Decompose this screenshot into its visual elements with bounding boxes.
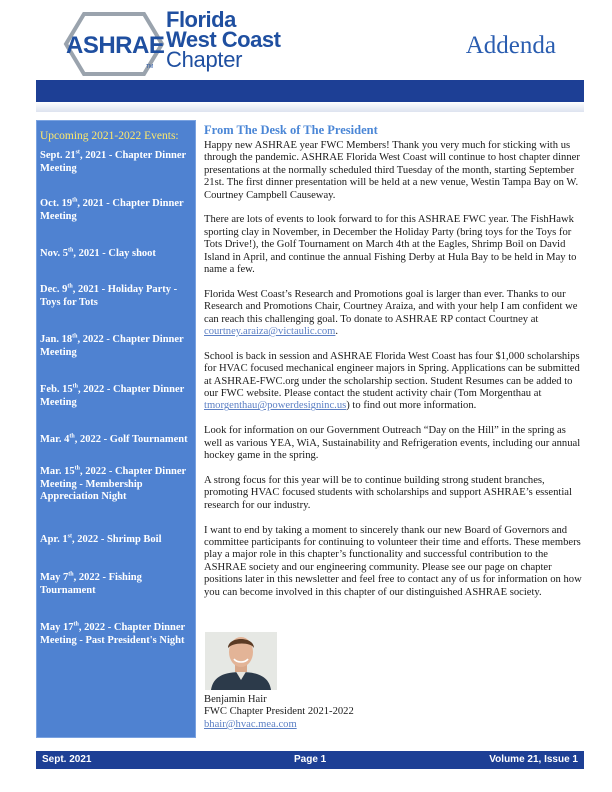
event-date: Jan. 18 (40, 334, 73, 345)
signature-name: Benjamin Hair (204, 694, 267, 705)
event-description: , 2021 - Clay shoot (73, 248, 156, 259)
logo-chapter-name (166, 7, 281, 72)
event-date-suffix: th (69, 433, 75, 440)
event-date-suffix: th (72, 333, 78, 340)
event-date-suffix: th (68, 247, 74, 254)
letter-heading: From The Desk of The President (204, 123, 378, 137)
event-date-suffix: th (67, 283, 73, 290)
event-item (40, 284, 194, 309)
event-date: May 7 (40, 572, 69, 583)
event-description: , 2022 - Chapter Dinner Meeting - Past President's Night (40, 622, 185, 646)
event-description: , 2021 - Chapter Dinner Meeting (40, 198, 184, 222)
logo-ashrae-text: ASHRAE (66, 32, 165, 59)
event-item (40, 622, 194, 647)
footer-volume: Volume 21, Issue 1 (489, 754, 578, 765)
logo-chapter-line2: West Coast (166, 27, 281, 52)
events-sidebar (36, 120, 196, 738)
letter-paragraph-1: Happy new ASHRAE year FWC Members! Thank you very much for sticking with us through the pandemic. ASHRAE Florida West Coast will continue to host chapter dinner presentations at the normally scheduled third Tuesday of the month, starting September 21st. The first dinner presentation will be held at a new venue, Westin Tampa Bay on W. Courtney Campbell Causeway. (204, 140, 580, 201)
logo-tm-text: TM (146, 64, 154, 70)
logo-chapter-line3: Chapter (166, 47, 243, 72)
event-date: Nov. 5 (40, 248, 69, 259)
event-date: Oct. 19 (40, 198, 73, 209)
letter-paragraph-3 (204, 289, 582, 339)
letter-paragraph-6: A strong focus for this year will be to continue building strong student branches, promoting HVAC focused students with scholarships and support ASHRAE’s essential research for our industry. (204, 474, 572, 511)
paragraph-3-text: Florida West Coast’s Research and Promotions goal is larger than ever. Thanks to our Research and Promotions Chair, Courtney Araiza, and with your help I am confident we can reach this challenging goal. To donate to ASHRAE RP contact Courtney at (204, 288, 578, 325)
signature-title: FWC Chapter President 2021-2022 (204, 706, 354, 718)
event-description: , 2022 - Chapter Dinner Meeting (40, 384, 185, 408)
event-description: , 2022 - Chapter Dinner Meeting (40, 334, 184, 358)
event-date: Mar. 4 (40, 434, 70, 445)
tom-email-link[interactable]: tmorgenthau@powerdesigninc.us (204, 400, 347, 412)
event-date: Sept. 21 (40, 150, 76, 161)
ashrae-logo (62, 8, 302, 78)
event-item (40, 334, 194, 359)
event-description: , 2022 - Shrimp Boil (71, 534, 162, 545)
paragraph-4-end: ) to find out more information. (346, 400, 477, 412)
event-date-suffix: th (72, 383, 79, 390)
event-date-suffix: th (72, 197, 78, 204)
newsletter-title: Addenda (465, 32, 556, 59)
event-item (40, 150, 194, 175)
event-description: , 2021 - Chapter Dinner Meeting (40, 150, 187, 174)
portrait-icon (205, 632, 277, 690)
letter-paragraph-2: There are lots of events to look forward to for this ASHRAE FWC year. The FishHawk sporting clay in November, in December the Holiday Party (bring toys for the Toys for Tots Drive!), the Golf Tournament on March 4th at the Eagles, Shrimp Boil on David Island in April, and continue the annual Fishing Derby at Hula Bay to be held in May to name a few. (204, 214, 577, 276)
event-item (40, 534, 194, 547)
event-date-suffix: st (67, 533, 72, 540)
letter-paragraph-7: I want to end by taking a moment to sincerely thank our new Board of Governors and committee participants for continuing to volunteer their time and efforts. These members play a major role in this chapter’s functionality and successful contribution to the ASHRAE society and our engineering community. Please see our page on chapter positions later in this newsletter and feel free to contact any of us for information on how you can become involved in this chapter of our distinguished ASHRAE society. (204, 524, 582, 598)
event-date-suffix: th (73, 621, 79, 628)
event-item (40, 572, 194, 597)
president-letter (204, 123, 582, 611)
letter-paragraph-4 (204, 351, 582, 413)
paragraph-3-end: . (335, 326, 339, 338)
event-date-suffix: st (75, 149, 80, 156)
event-description: , 2022 - Golf Tournament (74, 434, 188, 445)
event-description: , 2021 - Holiday Party - Toys for Tots (40, 284, 178, 308)
event-date: Apr. 1 (40, 534, 68, 545)
footer-page: Page 1 (294, 754, 327, 765)
header-band (36, 80, 584, 102)
event-item (40, 466, 194, 504)
event-date-suffix: th (74, 465, 80, 472)
event-item (40, 248, 194, 261)
paragraph-4-text: School is back in session and ASHRAE Florida West Coast has four $1,000 scholarships for HVAC focused mechanical engineer majors in Spring. Applications can be submitted at ASHRAE-FWC.org under the scholarship section. Student Resumes can be added to our FWC website. Please contact the student activity chair (Tom Morgenthau at (204, 350, 580, 400)
courtney-email-link[interactable]: courtney.araiza@victaulic.com (204, 326, 336, 338)
event-description: , 2022 - Fishing Tournament (40, 572, 142, 596)
event-date: May 17 (40, 622, 74, 633)
event-description: , 2022 - Chapter Dinner Meeting - Membership Appreciation Night (40, 466, 187, 502)
header-band-shadow (36, 102, 584, 112)
president-photo (205, 632, 277, 690)
events-sidebar-title: Upcoming 2021-2022 Events: (40, 130, 179, 142)
event-date: Dec. 9 (40, 284, 68, 295)
logo-chapter-line1: Florida (166, 7, 236, 32)
footer-band (36, 751, 584, 769)
event-item (40, 434, 194, 447)
footer-date: Sept. 2021 (42, 754, 92, 765)
event-date-suffix: th (68, 571, 74, 578)
letter-paragraph-5: Look for information on our Government Outreach “Day on the Hill” in the spring as well as various YEA, WiA, Sustainability and Refrigeration events, including our annual hockey game in the spring. (204, 425, 581, 462)
signature-email-link[interactable]: bhair@hvac.mea.com (204, 718, 297, 730)
event-item (40, 198, 194, 223)
event-date: Mar. 15 (40, 466, 75, 477)
signature-block (204, 694, 354, 731)
event-date: Feb. 15 (40, 384, 73, 395)
event-item (40, 384, 194, 409)
